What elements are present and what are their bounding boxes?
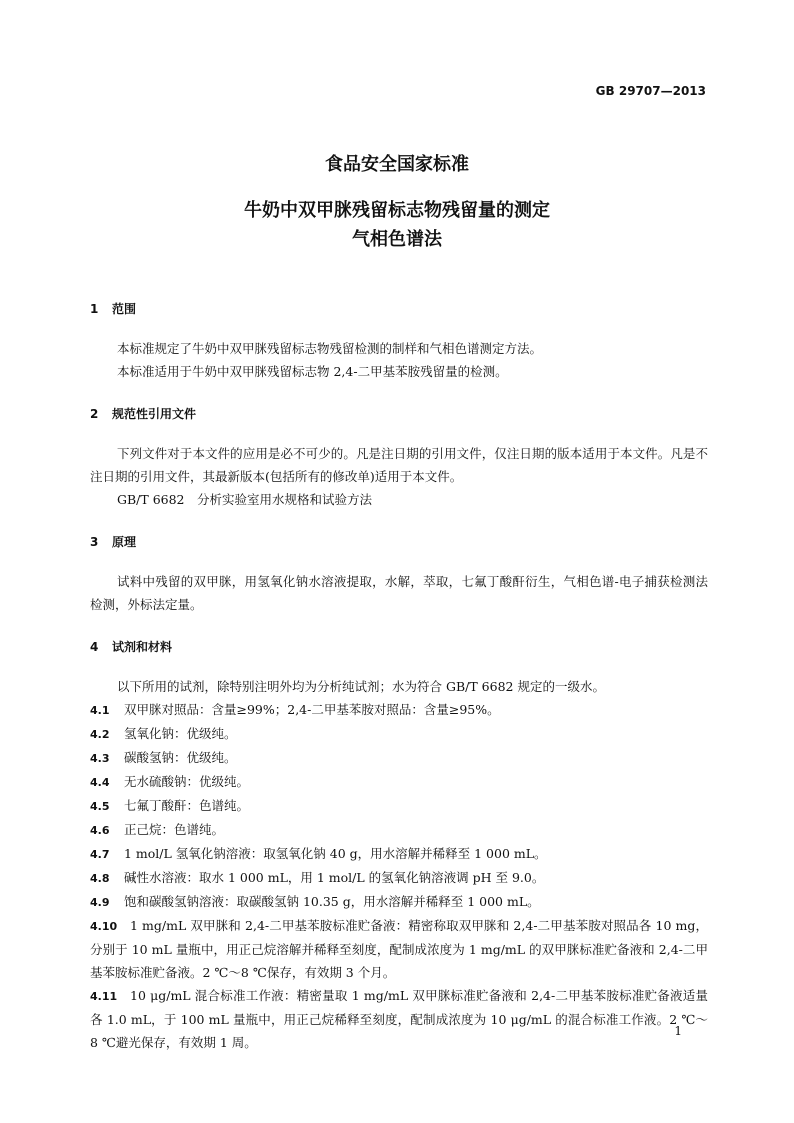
section-title: 试剂和材料 xyxy=(112,640,173,654)
paragraph: 本标准规定了牛奶中双甲脒残留标志物残留检测的制样和气相色谱测定方法。 xyxy=(117,341,543,356)
item-number: 4.5 xyxy=(90,800,110,813)
list-item xyxy=(90,746,708,770)
paragraph: 下列文件对于本文件的应用是必不可少的。凡是注日期的引用文件，仅注日期的版本适用于本文件。凡是不注日期的引用文件，其最新版本(包括所有的修改单)适用于本文件。 xyxy=(90,446,708,484)
section-number: 4 xyxy=(90,640,99,654)
list-item xyxy=(90,890,708,914)
section-title: 范围 xyxy=(112,302,137,316)
item-text: 无水硫酸钠：优级纯。 xyxy=(124,774,250,789)
paragraph: 试料中残留的双甲脒，用氢氧化钠水溶液提取，水解，萃取，七氟丁酸酐衍生，气相色谱-电子捕获检测法检测，外标法定量。 xyxy=(90,574,708,612)
item-number: 4.6 xyxy=(90,824,110,837)
item-text: 双甲脒对照品：含量≥99%；2,4-二甲基苯胺对照品：含量≥95%。 xyxy=(124,702,500,717)
section-heading-scope xyxy=(90,298,708,320)
item-number: 4.1 xyxy=(90,704,110,717)
document-subtitle-line2: 气相色谱法 xyxy=(352,229,442,250)
item-number: 4.4 xyxy=(90,776,110,789)
standard-code: GB 29707—2013 xyxy=(595,84,706,98)
reference-entry: GB/T 6682 分析实验室用水规格和试验方法 xyxy=(117,492,373,507)
list-item xyxy=(90,984,708,1054)
item-text: 碳酸氢钠：优级纯。 xyxy=(124,750,237,765)
item-number: 4.10 xyxy=(90,920,118,933)
list-item xyxy=(90,818,708,842)
item-text: 1 mg/mL 双甲脒和 2,4-二甲基苯胺标准贮备液：精密称取双甲脒和 2,4-二甲基苯胺对照品各 10 mg，分别于 10 mL 量瓶中，用正己烷溶解并稀释至刻度，配制成浓度为 1 mg/mL 的双甲脒标准贮备液和 2,4-二甲基苯胺标准贮备液。2 ℃～8 ℃保存，有效期 3 个月。 xyxy=(90,918,708,980)
page-number: 1 xyxy=(674,1024,682,1038)
paragraph: 以下所用的试剂，除特别注明外均为分析纯试剂；水为符合 GB/T 6682 规定的一级水。 xyxy=(117,679,605,694)
list-item xyxy=(90,698,708,722)
item-number: 4.3 xyxy=(90,752,110,765)
section-number: 2 xyxy=(90,407,99,421)
item-number: 4.7 xyxy=(90,848,110,861)
item-text: 饱和碳酸氢钠溶液：取碳酸氢钠 10.35 g，用水溶解并稀释至 1 000 mL。 xyxy=(124,894,540,909)
list-item xyxy=(90,794,708,818)
list-item xyxy=(90,842,708,866)
document-body xyxy=(90,298,708,1054)
item-text: 碱性水溶液：取水 1 000 mL，用 1 mol/L 的氢氧化钠溶液调 pH 至 9.0。 xyxy=(124,870,545,885)
paragraph: 本标准适用于牛奶中双甲脒残留标志物 2,4-二甲基苯胺残留量的检测。 xyxy=(117,364,508,379)
section-heading-normative-references xyxy=(90,403,708,425)
title-block xyxy=(0,150,794,254)
item-number: 4.11 xyxy=(90,990,118,1003)
list-item xyxy=(90,866,708,890)
section-heading-principle xyxy=(90,531,708,553)
document-main-title: 食品安全国家标准 xyxy=(325,154,469,175)
item-text: 正己烷：色谱纯。 xyxy=(124,822,225,837)
section-number: 1 xyxy=(90,302,99,316)
list-item xyxy=(90,722,708,746)
item-text: 七氟丁酸酐：色谱纯。 xyxy=(124,798,250,813)
section-title: 规范性引用文件 xyxy=(112,407,197,421)
list-item xyxy=(90,770,708,794)
item-number: 4.9 xyxy=(90,896,110,909)
item-number: 4.2 xyxy=(90,728,110,741)
item-text: 1 mol/L 氢氧化钠溶液：取氢氧化钠 40 g，用水溶解并稀释至 1 000 mL。 xyxy=(124,846,547,861)
item-number: 4.8 xyxy=(90,872,110,885)
section-number: 3 xyxy=(90,535,99,549)
item-text: 10 μg/mL 混合标准工作液：精密量取 1 mg/mL 双甲脒标准贮备液和 2,4-二甲基苯胺标准贮备液适量各 1.0 mL，于 100 mL 量瓶中，用正己烷稀释至刻度，配制成浓度为 10 μg/mL 的混合标准工作液。2 ℃～8 ℃避光保存，有效期 1 周。 xyxy=(90,988,708,1050)
document-subtitle-line1: 牛奶中双甲脒残留标志物残留量的测定 xyxy=(244,200,550,221)
item-text: 氢氧化钠：优级纯。 xyxy=(124,726,237,741)
section-title: 原理 xyxy=(112,535,137,549)
list-item xyxy=(90,914,708,984)
section-heading-reagents xyxy=(90,636,708,658)
